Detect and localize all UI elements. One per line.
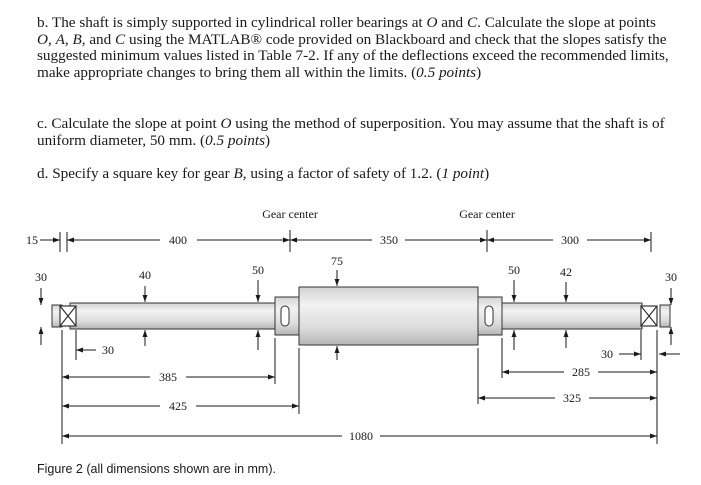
dia-50-left: 50 (252, 263, 264, 277)
dia-50-right: 50 (508, 263, 520, 277)
dim-15: 15 (26, 233, 38, 247)
figure-caption: Figure 2 (all dimensions shown are in mm). (37, 462, 276, 476)
part-d-text: d. Specify a square key for gear B, using a factor of safety of 1.2. (1 point) (37, 165, 490, 182)
dia-40: 40 (139, 268, 151, 282)
dia-42: 42 (560, 265, 572, 279)
part-b-text: b. The shaft is simply supported in cylindrical roller bearings at O and C. Calculate the slope at points O, A, B, and C using the MATLAB® code provided on Blackboard and check that the slopes satisfy the suggested minimum values listed in Table 7-2. If any of the deflections exceed the recommended limits, make appropriate changes to bring them all within the limits. (0.5 points) (37, 14, 669, 81)
dim-425: 425 (169, 399, 187, 413)
keyway-left (281, 306, 289, 326)
dim-325: 325 (563, 391, 581, 405)
dim-1080: 1080 (349, 429, 373, 443)
dia-30-right: 30 (665, 270, 677, 284)
dim-400: 400 (169, 233, 187, 247)
dia-75: 75 (331, 254, 343, 268)
dim-385: 385 (159, 370, 177, 384)
part-c-text: c. Calculate the slope at point O using the method of superposition. You may assume that the shaft is of uniform diameter, 50 mm. (0.5 points) (37, 115, 665, 149)
dim-350: 350 (380, 233, 398, 247)
dim-285: 285 (572, 365, 590, 379)
shaft-figure (0, 200, 701, 462)
dim-300: 300 (561, 233, 579, 247)
keyway-right (485, 306, 493, 326)
dia-30-left: 30 (35, 270, 47, 284)
gear-center-label-left: Gear center (262, 207, 318, 221)
bearing-left (60, 306, 76, 326)
len-30-right: 30 (601, 347, 613, 361)
gear-center-label-right: Gear center (459, 207, 515, 221)
len-30-left: 30 (102, 343, 114, 357)
bearing-right (641, 306, 657, 326)
